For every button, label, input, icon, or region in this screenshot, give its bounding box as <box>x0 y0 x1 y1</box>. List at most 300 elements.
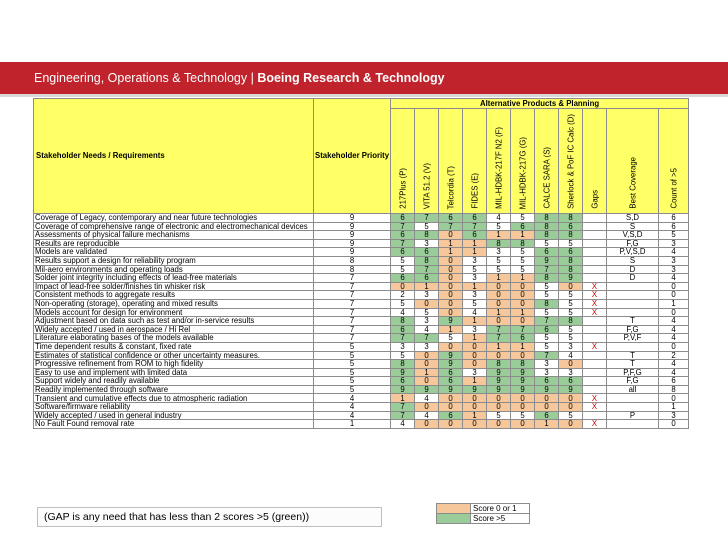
score-cell: 4 <box>415 325 439 334</box>
table-row <box>34 342 689 351</box>
score-cell: 0 <box>559 420 583 429</box>
column-header-1 <box>415 109 439 214</box>
score-cell: 5 <box>559 325 583 334</box>
score-cell: 0 <box>559 403 583 412</box>
count-cell: 0 <box>659 420 689 429</box>
needs-column-header: Stakeholder Needs / Requirements <box>34 99 314 214</box>
score-cell: 6 <box>535 325 559 334</box>
table-row <box>34 282 689 291</box>
column-header-7 <box>559 109 583 214</box>
priority-cell: 5 <box>314 360 391 369</box>
score-cell: 6 <box>391 248 415 257</box>
best-coverage-cell: F,G <box>607 325 659 334</box>
gap-cell: X <box>583 282 607 291</box>
score-cell: 0 <box>439 299 463 308</box>
score-cell: 3 <box>415 342 439 351</box>
best-coverage-cell: P,V,F <box>607 334 659 343</box>
gap-definition-note: (GAP is any need that has less than 2 scores >5 (green)) <box>37 507 382 527</box>
score-cell: 4 <box>559 351 583 360</box>
column-header-wrap <box>584 109 605 213</box>
score-cell: 1 <box>487 231 511 240</box>
score-cell: 0 <box>463 342 487 351</box>
score-cell: 4 <box>415 411 439 420</box>
score-cell: 9 <box>559 385 583 394</box>
priority-cell: 5 <box>314 351 391 360</box>
score-cell: 0 <box>487 420 511 429</box>
score-cell: 8 <box>487 360 511 369</box>
count-cell: 3 <box>659 256 689 265</box>
count-cell: 4 <box>659 325 689 334</box>
score-cell: 0 <box>415 403 439 412</box>
score-cell: 1 <box>511 308 535 317</box>
column-header-label: MIL-HDBK-217G (G) <box>518 136 527 209</box>
gap-cell: X <box>583 403 607 412</box>
score-cell: 9 <box>439 360 463 369</box>
column-header-0 <box>391 109 415 214</box>
score-cell: 1 <box>463 411 487 420</box>
priority-cell: 5 <box>314 377 391 386</box>
score-cell: 9 <box>511 377 535 386</box>
score-cell: 8 <box>535 299 559 308</box>
score-cell: 6 <box>559 248 583 257</box>
best-coverage-cell: S <box>607 256 659 265</box>
count-cell: 6 <box>659 214 689 223</box>
score-cell: 8 <box>487 239 511 248</box>
score-cell: 7 <box>415 214 439 223</box>
column-header-3 <box>463 109 487 214</box>
need-cell: Widely accepted / used in general industry <box>34 411 314 420</box>
need-cell: Results support a design for reliability program <box>34 256 314 265</box>
score-cell: 8 <box>535 214 559 223</box>
gap-cell: X <box>583 342 607 351</box>
score-cell: 9 <box>511 368 535 377</box>
need-cell: Coverage of comprehensive range of electronic and electromechanical devices <box>34 222 314 231</box>
score-cell: 0 <box>535 403 559 412</box>
score-cell: 0 <box>439 394 463 403</box>
table-row <box>34 403 689 412</box>
best-coverage-cell <box>607 299 659 308</box>
best-coverage-cell: T <box>607 360 659 369</box>
best-coverage-cell <box>607 282 659 291</box>
score-cell: 1 <box>439 325 463 334</box>
column-header-label: Gaps <box>590 190 599 209</box>
need-cell: Consistent methods to aggregate results <box>34 291 314 300</box>
score-cell: 5 <box>511 256 535 265</box>
assessment-matrix <box>33 98 688 429</box>
priority-cell: 7 <box>314 299 391 308</box>
table-row <box>34 239 689 248</box>
score-cell: 8 <box>415 231 439 240</box>
table-row <box>34 214 689 223</box>
score-cell: 3 <box>415 317 439 326</box>
score-cell: 0 <box>511 403 535 412</box>
best-coverage-cell: F,G <box>607 239 659 248</box>
priority-cell: 7 <box>314 317 391 326</box>
column-header-wrap <box>416 109 437 213</box>
need-cell: No Fault Found removal rate <box>34 420 314 429</box>
column-header-4 <box>487 109 511 214</box>
score-cell: 0 <box>487 394 511 403</box>
score-cell: 5 <box>439 334 463 343</box>
score-cell: 3 <box>559 368 583 377</box>
score-cell: 0 <box>511 351 535 360</box>
count-cell: 3 <box>659 411 689 420</box>
best-coverage-cell: D <box>607 274 659 283</box>
need-cell: Non-operating (storage), operating and mixed results <box>34 299 314 308</box>
score-cell: 1 <box>463 377 487 386</box>
count-cell: 4 <box>659 274 689 283</box>
score-cell: 3 <box>463 256 487 265</box>
column-header-wrap <box>660 109 687 213</box>
score-cell: 7 <box>391 334 415 343</box>
score-cell: 6 <box>415 274 439 283</box>
score-cell: 5 <box>535 308 559 317</box>
table-row <box>34 420 689 429</box>
score-cell: 4 <box>391 420 415 429</box>
column-header-wrap <box>608 109 657 213</box>
score-cell: 5 <box>463 265 487 274</box>
table-row <box>34 299 689 308</box>
table-row <box>34 377 689 386</box>
count-cell: 0 <box>659 342 689 351</box>
gap-cell <box>583 385 607 394</box>
column-header-label: Sherlock & PoF IC Calc (D) <box>566 114 575 209</box>
column-header-8 <box>583 109 607 214</box>
score-cell: 7 <box>391 222 415 231</box>
score-cell: 1 <box>439 248 463 257</box>
score-cell: 5 <box>559 299 583 308</box>
score-cell: 1 <box>487 342 511 351</box>
score-cell: 5 <box>559 291 583 300</box>
need-cell: Readily implemented through software <box>34 385 314 394</box>
score-cell: 8 <box>559 256 583 265</box>
score-cell: 1 <box>511 342 535 351</box>
count-cell: 3 <box>659 239 689 248</box>
score-cell: 0 <box>463 394 487 403</box>
slide-title-bar <box>0 62 728 94</box>
score-cell: 0 <box>439 420 463 429</box>
score-cell: 6 <box>439 411 463 420</box>
column-header-wrap <box>488 109 509 213</box>
score-cell: 5 <box>511 265 535 274</box>
score-cell: 3 <box>559 342 583 351</box>
priority-cell: 4 <box>314 411 391 420</box>
priority-cell: 9 <box>314 222 391 231</box>
column-header-label: VITA 51.2 (V) <box>422 162 431 209</box>
column-header-wrap <box>464 109 485 213</box>
score-cell: 8 <box>535 274 559 283</box>
priority-cell: 9 <box>314 231 391 240</box>
gap-cell <box>583 214 607 223</box>
score-cell: 9 <box>391 385 415 394</box>
score-cell: 5 <box>559 239 583 248</box>
best-coverage-cell <box>607 403 659 412</box>
score-cell: 6 <box>535 377 559 386</box>
score-cell: 1 <box>463 239 487 248</box>
count-cell: 4 <box>659 368 689 377</box>
score-cell: 5 <box>415 308 439 317</box>
need-cell: Coverage of Legacy, contemporary and near future technologies <box>34 214 314 223</box>
score-cell: 5 <box>511 248 535 257</box>
score-cell: 1 <box>511 231 535 240</box>
priority-cell: 9 <box>314 214 391 223</box>
gap-cell <box>583 248 607 257</box>
score-legend <box>436 503 530 524</box>
column-header-label: FIDES (E) <box>470 173 479 209</box>
need-cell: Impact of lead-free solder/finishes tin whisker risk <box>34 282 314 291</box>
score-cell: 6 <box>559 377 583 386</box>
score-cell: 7 <box>487 334 511 343</box>
score-cell: 3 <box>463 274 487 283</box>
score-cell: 9 <box>487 385 511 394</box>
score-cell: 5 <box>391 256 415 265</box>
best-coverage-cell <box>607 394 659 403</box>
need-cell: Models account for design for environment <box>34 308 314 317</box>
score-cell: 3 <box>463 325 487 334</box>
priority-cell: 7 <box>314 274 391 283</box>
count-cell: 0 <box>659 308 689 317</box>
score-cell: 8 <box>511 360 535 369</box>
need-cell: Results are reproducible <box>34 239 314 248</box>
score-cell: 5 <box>559 411 583 420</box>
best-coverage-cell <box>607 342 659 351</box>
column-header-6 <box>535 109 559 214</box>
title-divider <box>0 94 728 97</box>
best-coverage-cell: all <box>607 385 659 394</box>
score-cell: 6 <box>391 231 415 240</box>
score-cell: 1 <box>463 334 487 343</box>
score-cell: 3 <box>415 291 439 300</box>
score-cell: 0 <box>511 420 535 429</box>
score-cell: 9 <box>439 385 463 394</box>
score-cell: 8 <box>391 360 415 369</box>
priority-cell: 7 <box>314 334 391 343</box>
score-cell: 0 <box>559 360 583 369</box>
gap-cell <box>583 351 607 360</box>
need-cell: Literature elaborating bases of the models available <box>34 334 314 343</box>
table-row <box>34 231 689 240</box>
score-cell: 2 <box>391 291 415 300</box>
score-cell: 1 <box>487 308 511 317</box>
score-cell: 5 <box>487 256 511 265</box>
score-cell: 3 <box>535 368 559 377</box>
requirements-rows <box>34 214 689 429</box>
score-cell: 9 <box>535 385 559 394</box>
legend-high-label: Score >5 <box>471 514 530 524</box>
legend-low-swatch <box>437 504 471 514</box>
score-cell: 5 <box>487 265 511 274</box>
score-cell: 7 <box>487 325 511 334</box>
best-coverage-cell: T <box>607 351 659 360</box>
table-row <box>34 265 689 274</box>
table-row <box>34 360 689 369</box>
priority-column-header: Stakeholder Priority <box>314 99 391 214</box>
score-cell: 8 <box>535 222 559 231</box>
score-cell: 0 <box>487 351 511 360</box>
score-cell: 0 <box>487 403 511 412</box>
gap-cell <box>583 360 607 369</box>
score-cell: 4 <box>487 214 511 223</box>
score-cell: 6 <box>391 325 415 334</box>
score-cell: 5 <box>415 222 439 231</box>
column-header-wrap <box>536 109 557 213</box>
score-cell: 0 <box>487 291 511 300</box>
score-cell: 3 <box>463 368 487 377</box>
score-cell: 8 <box>391 317 415 326</box>
column-header-label: MIL-HDBK-217F N2 (F) <box>494 127 503 209</box>
score-cell: 9 <box>415 385 439 394</box>
score-cell: 1 <box>439 239 463 248</box>
score-cell: 7 <box>391 403 415 412</box>
score-cell: 4 <box>415 394 439 403</box>
score-cell: 0 <box>439 282 463 291</box>
score-cell: 0 <box>439 291 463 300</box>
count-cell: 1 <box>659 299 689 308</box>
best-coverage-cell: T <box>607 317 659 326</box>
need-cell: Time dependent results & constant, fixed rate <box>34 342 314 351</box>
column-header-wrap <box>392 109 413 213</box>
column-header-10 <box>659 109 689 214</box>
gap-cell <box>583 334 607 343</box>
score-cell: 5 <box>487 222 511 231</box>
score-cell: 7 <box>439 222 463 231</box>
score-cell: 8 <box>535 231 559 240</box>
score-cell: 7 <box>535 265 559 274</box>
table-row <box>34 222 689 231</box>
score-cell: 0 <box>559 394 583 403</box>
table-row <box>34 256 689 265</box>
priority-cell: 8 <box>314 265 391 274</box>
score-cell: 8 <box>559 231 583 240</box>
score-cell: 6 <box>463 214 487 223</box>
score-cell: 1 <box>463 248 487 257</box>
need-cell: Widely accepted / used in aerospace / Hi Rel <box>34 325 314 334</box>
score-cell: 0 <box>415 420 439 429</box>
priority-cell: 9 <box>314 239 391 248</box>
score-cell: 5 <box>535 334 559 343</box>
score-cell: 5 <box>391 299 415 308</box>
score-cell: 0 <box>487 299 511 308</box>
column-header-wrap <box>560 109 581 213</box>
score-cell: 7 <box>511 325 535 334</box>
score-cell: 5 <box>559 308 583 317</box>
slide-top-band <box>0 0 728 62</box>
title-organization: Boeing Research & Technology <box>257 71 445 85</box>
score-cell: 7 <box>535 351 559 360</box>
gap-cell <box>583 317 607 326</box>
need-cell: Support widely and readily available <box>34 377 314 386</box>
score-cell: 5 <box>391 265 415 274</box>
score-cell: 1 <box>511 274 535 283</box>
score-cell: 5 <box>511 214 535 223</box>
column-header-label: Telcordia (T) <box>446 165 455 209</box>
column-header-label: Count of >5 <box>669 168 679 209</box>
priority-cell: 9 <box>314 248 391 257</box>
column-header-9 <box>607 109 659 214</box>
score-cell: 0 <box>463 420 487 429</box>
score-cell: 4 <box>463 308 487 317</box>
score-cell: 0 <box>415 377 439 386</box>
table-row <box>34 325 689 334</box>
score-cell: 0 <box>439 274 463 283</box>
score-cell: 8 <box>559 265 583 274</box>
count-cell: 6 <box>659 222 689 231</box>
need-cell: Progressive refinement from ROM to high fidelity <box>34 360 314 369</box>
column-header-label: Best Coverage <box>628 157 637 209</box>
gap-cell: X <box>583 308 607 317</box>
score-cell: 0 <box>439 403 463 412</box>
score-cell: 6 <box>439 368 463 377</box>
table-row <box>34 308 689 317</box>
column-header-2 <box>439 109 463 214</box>
legend-low-row <box>437 504 530 514</box>
score-cell: 0 <box>415 299 439 308</box>
need-cell: Models are validated <box>34 248 314 257</box>
priority-cell: 4 <box>314 403 391 412</box>
score-cell: 7 <box>535 317 559 326</box>
score-cell: 6 <box>535 411 559 420</box>
priority-cell: 5 <box>314 368 391 377</box>
gap-cell <box>583 411 607 420</box>
score-cell: 7 <box>391 239 415 248</box>
score-cell: 5 <box>535 291 559 300</box>
score-cell: 6 <box>415 248 439 257</box>
score-cell: 5 <box>535 342 559 351</box>
priority-cell: 7 <box>314 282 391 291</box>
priority-cell: 5 <box>314 385 391 394</box>
score-cell: 3 <box>463 291 487 300</box>
score-cell: 0 <box>439 308 463 317</box>
score-cell: 1 <box>463 282 487 291</box>
best-coverage-cell <box>607 308 659 317</box>
legend-high-swatch <box>437 514 471 524</box>
priority-cell: 1 <box>314 420 391 429</box>
need-cell: Transient and cumulative effects due to atmospheric radiation <box>34 394 314 403</box>
score-cell: 6 <box>391 377 415 386</box>
score-cell: 1 <box>415 368 439 377</box>
column-header-wrap <box>440 109 461 213</box>
legend-low-label: Score 0 or 1 <box>471 504 530 514</box>
table-row <box>34 351 689 360</box>
score-cell: 5 <box>535 282 559 291</box>
count-cell: 1 <box>659 403 689 412</box>
need-cell: Adjustment based on data such as test and/or in-service results <box>34 317 314 326</box>
score-cell: 8 <box>415 256 439 265</box>
count-cell: 0 <box>659 282 689 291</box>
score-cell: 5 <box>391 351 415 360</box>
column-header-label: CALCE SARA (S) <box>542 147 551 209</box>
column-header-5 <box>511 109 535 214</box>
count-cell: 0 <box>659 394 689 403</box>
score-cell: 0 <box>535 394 559 403</box>
gap-cell: X <box>583 420 607 429</box>
score-cell: 0 <box>511 291 535 300</box>
need-cell: Mil-aero environments and operating loads <box>34 265 314 274</box>
score-cell: 8 <box>559 214 583 223</box>
score-cell: 7 <box>415 265 439 274</box>
score-cell: 1 <box>535 420 559 429</box>
score-cell: 9 <box>535 256 559 265</box>
gap-cell: X <box>583 291 607 300</box>
score-cell: 5 <box>463 299 487 308</box>
gap-cell <box>583 368 607 377</box>
alternatives-group-header: Alternative Products & Planning <box>391 99 689 109</box>
best-coverage-cell: P <box>607 411 659 420</box>
gap-cell <box>583 239 607 248</box>
gap-cell <box>583 325 607 334</box>
score-cell: 5 <box>535 239 559 248</box>
best-coverage-cell: S,D <box>607 214 659 223</box>
